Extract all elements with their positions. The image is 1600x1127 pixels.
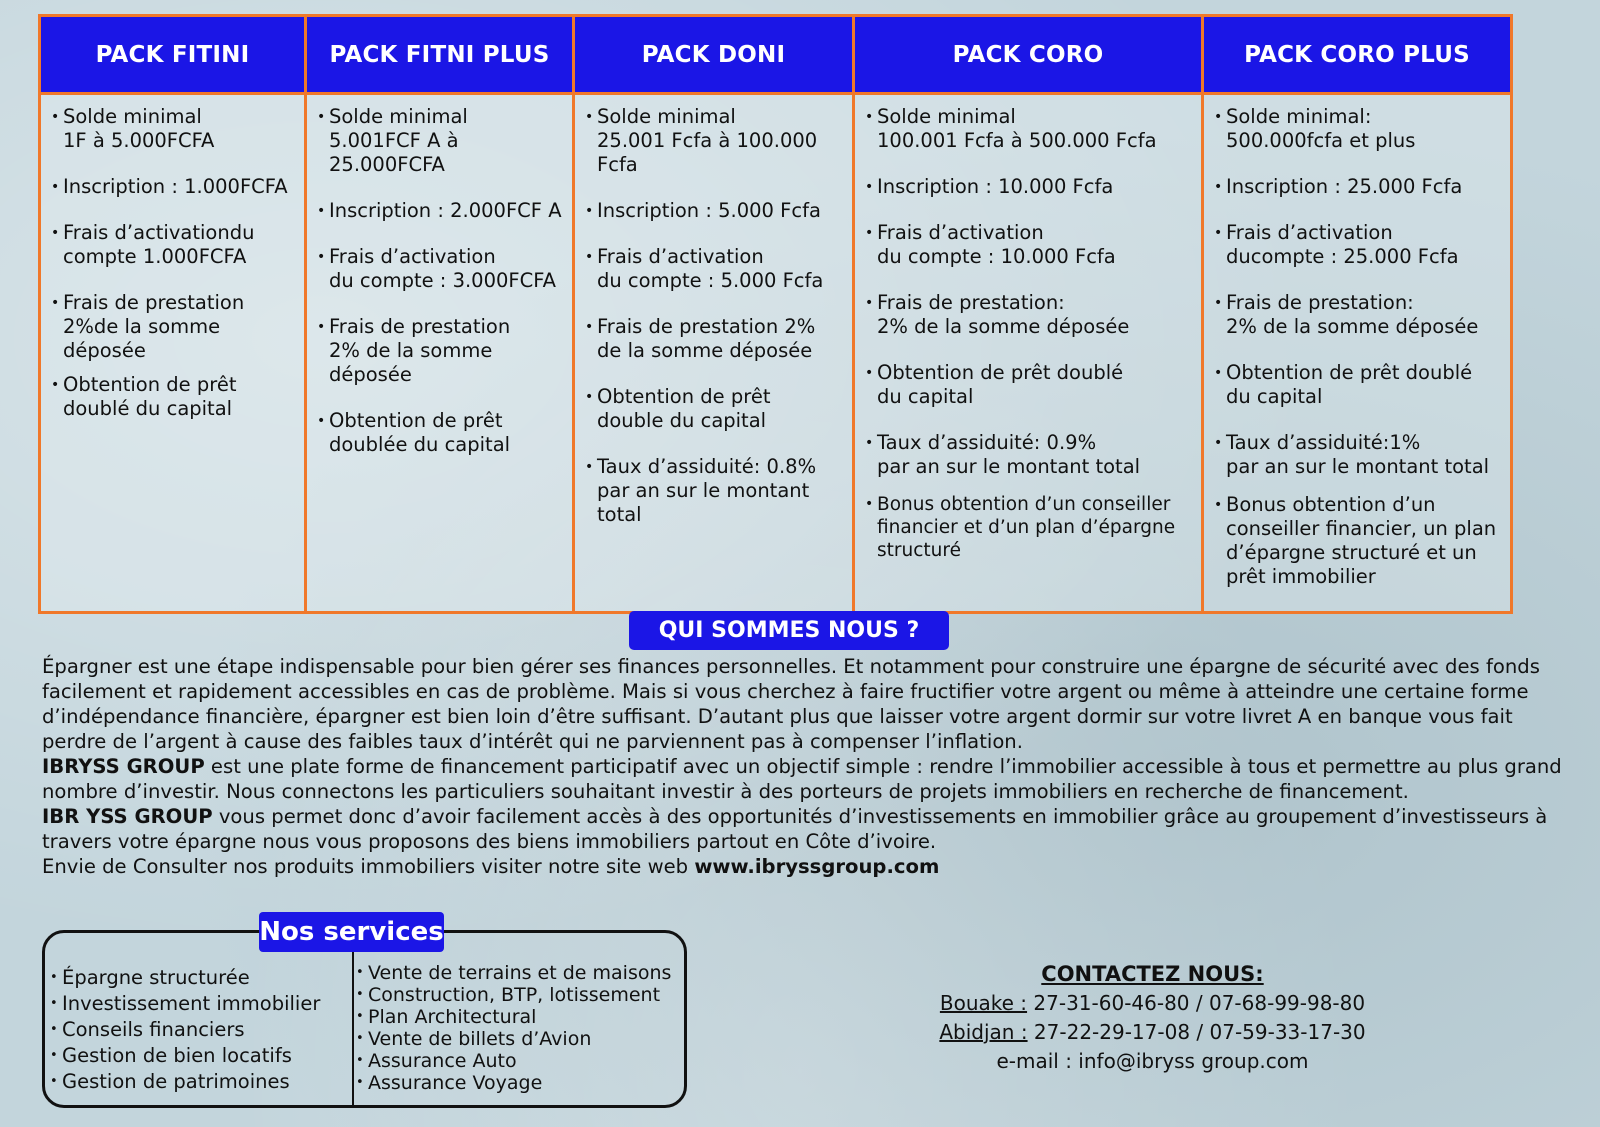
pack-item: • Solde minimal 25.001 Fcfa à 100.000 Fcfa	[585, 105, 848, 177]
service-item: • Épargne structurée	[50, 965, 320, 991]
contact-abidjan	[880, 1018, 1425, 1047]
pack-item: • Obtention de prêt doublé du capital	[865, 361, 1197, 409]
contact-bouake	[880, 989, 1425, 1018]
about-text	[42, 654, 1577, 879]
service-item: • Investissement immobilier	[50, 991, 320, 1017]
about-paragraph-3	[42, 804, 1577, 854]
pack-fitini-plus-list	[317, 105, 568, 457]
service-item: • Conseils financiers	[50, 1017, 320, 1043]
contact-title: CONTACTEZ NOUS:	[1041, 962, 1264, 986]
about-paragraph-2-text: est une plate forme de financement participatif avec un objectif simple : rendre l’immobilier accessible à tous et permettre au plus grand nombre d’investir. Nous connectons les particuliers souhaitant investir à des porteurs de projets immobiliers en recherche de financement.	[42, 755, 1562, 803]
service-item: • Plan Architectural	[356, 1006, 671, 1028]
pack-item: • Obtention de prêt double du capital	[585, 385, 848, 433]
pack-item: • Frais de prestation: 2% de la somme déposée	[1214, 291, 1506, 339]
pack-item: • Frais d’activationdu compte 1.000FCFA	[51, 221, 300, 269]
pack-item: • Frais d’activation du compte : 3.000FCFA	[317, 245, 568, 293]
contact-bouake-label: Bouake :	[939, 991, 1028, 1015]
pack-item: • Inscription : 5.000 Fcfa	[585, 199, 848, 223]
services-list-left	[50, 965, 320, 1095]
service-item: • Gestion de bien locatifs	[50, 1043, 320, 1069]
service-item: • Vente de billets d’Avion	[356, 1028, 671, 1050]
pack-fitini-plus-header: PACK FITNI PLUS	[306, 16, 574, 94]
pack-item: • Solde minimal: 500.000fcfa et plus	[1214, 105, 1506, 153]
pack-item: • Frais de prestation 2%de la somme déposée	[51, 291, 300, 363]
about-paragraph-4-text: Envie de Consulter nos produits immobiliers visiter notre site web	[42, 855, 695, 878]
pack-item: • Solde minimal 5.001FCF A à 25.000FCFA	[317, 105, 568, 177]
pack-item: • Frais de prestation 2% de la somme déposée	[585, 315, 848, 363]
pack-item: • Obtention de prêt doublé du capital	[1214, 361, 1506, 409]
pack-doni-details	[574, 94, 854, 613]
pack-fitini-details	[40, 94, 306, 613]
pack-doni-header: PACK DONI	[574, 16, 854, 94]
about-paragraph-1: Épargner est une étape indispensable pour bien gérer ses finances personnelles. Et notamment pour construire une épargne de sécurité avec des fonds facilement et rapidement accessibles en cas de problème. Mais si vous cherchez à faire fructifier votre argent ou même à atteindre une certaine forme d’indépendance financière, épargner est bien loin d’être suffisant. D’autant plus que laisser votre argent dormir sur votre livret A en banque vous fait perdre de l’argent à cause des faibles taux d’intérêt qui ne parviennent pas à compenser l’inflation.	[42, 655, 1540, 753]
pack-item: • Frais d’activation du compte : 10.000 Fcfa	[865, 221, 1197, 269]
pack-item: • Frais d’activation du compte : 5.000 Fcfa	[585, 245, 848, 293]
pack-fitini-plus-details	[306, 94, 574, 613]
pack-coro-plus-details	[1203, 94, 1512, 613]
pack-coro-header: PACK CORO	[854, 16, 1203, 94]
pack-item: • Bonus obtention d’un conseiller financier et d’un plan d’épargne structuré	[865, 493, 1197, 562]
services-list-right	[356, 962, 671, 1094]
service-item: • Assurance Voyage	[356, 1072, 671, 1094]
pack-coro-list	[865, 105, 1197, 562]
packs-table	[38, 14, 1513, 614]
packs-details-row	[40, 94, 1512, 613]
pack-coro-plus-list	[1214, 105, 1506, 589]
pack-item: • Obtention de prêt doublé du capital	[51, 373, 300, 421]
packs-header-row	[40, 16, 1512, 94]
pack-item: • Solde minimal 1F à 5.000FCFA	[51, 105, 300, 153]
pack-item: • Frais d’activation ducompte : 25.000 Fcfa	[1214, 221, 1506, 269]
brand-name: IBRYSS GROUP	[42, 755, 205, 778]
about-paragraph-2	[42, 754, 1577, 804]
pack-item: • Inscription : 1.000FCFA	[51, 175, 300, 199]
service-item: • Assurance Auto	[356, 1050, 671, 1072]
contact-bouake-numbers[interactable]: 27-31-60-46-80 / 07-68-99-98-80	[1027, 991, 1366, 1015]
pack-item: • Inscription : 25.000 Fcfa	[1214, 175, 1506, 199]
about-paragraph-4	[42, 854, 1577, 879]
contact-block	[880, 960, 1425, 1076]
services-divider	[352, 951, 354, 1108]
pack-coro-details	[854, 94, 1203, 613]
about-title-badge: QUI SOMMES NOUS ?	[629, 611, 949, 650]
contact-abidjan-numbers[interactable]: 27-22-29-17-08 / 07-59-33-17-30	[1027, 1020, 1366, 1044]
services-title: Nos services	[259, 912, 444, 952]
pack-item: • Bonus obtention d’un conseiller financier, un plan d’épargne structuré et un prêt immobilier	[1214, 493, 1506, 589]
pack-item: • Taux d’assiduité: 0.9% par an sur le montant total	[865, 431, 1197, 479]
pack-item: • Solde minimal 100.001 Fcfa à 500.000 Fcfa	[865, 105, 1197, 153]
service-item: • Gestion de patrimoines	[50, 1069, 320, 1095]
contact-abidjan-label: Abidjan :	[939, 1020, 1028, 1044]
service-item: • Vente de terrains et de maisons	[356, 962, 671, 984]
pack-item: • Frais de prestation 2% de la somme déposée	[317, 315, 568, 387]
pack-item: • Inscription : 2.000FCF A	[317, 199, 568, 223]
pack-item: • Taux d’assiduité:1% par an sur le montant total	[1214, 431, 1506, 479]
service-item: • Construction, BTP, lotissement	[356, 984, 671, 1006]
contact-email[interactable]: e-mail : info@ibryss group.com	[996, 1049, 1309, 1073]
website-link[interactable]: www.ibryssgroup.com	[694, 855, 940, 878]
pack-fitini-list	[51, 105, 300, 421]
pack-item: • Inscription : 10.000 Fcfa	[865, 175, 1197, 199]
brand-name: IBR YSS GROUP	[42, 805, 213, 828]
pack-item: • Taux d’assiduité: 0.8% par an sur le montant total	[585, 455, 848, 527]
pack-coro-plus-header: PACK CORO PLUS	[1203, 16, 1512, 94]
pack-item: • Obtention de prêt doublée du capital	[317, 409, 568, 457]
pack-fitini-header: PACK FITINI	[40, 16, 306, 94]
pack-item: • Frais de prestation: 2% de la somme déposée	[865, 291, 1197, 339]
about-paragraph-3-text: vous permet donc d’avoir facilement accès à des opportunités d’investissements en immobilier grâce au groupement d’investisseurs à travers votre épargne nous vous proposons des biens immobiliers partout en Côte d’ivoire.	[42, 805, 1548, 853]
pack-doni-list	[585, 105, 848, 527]
